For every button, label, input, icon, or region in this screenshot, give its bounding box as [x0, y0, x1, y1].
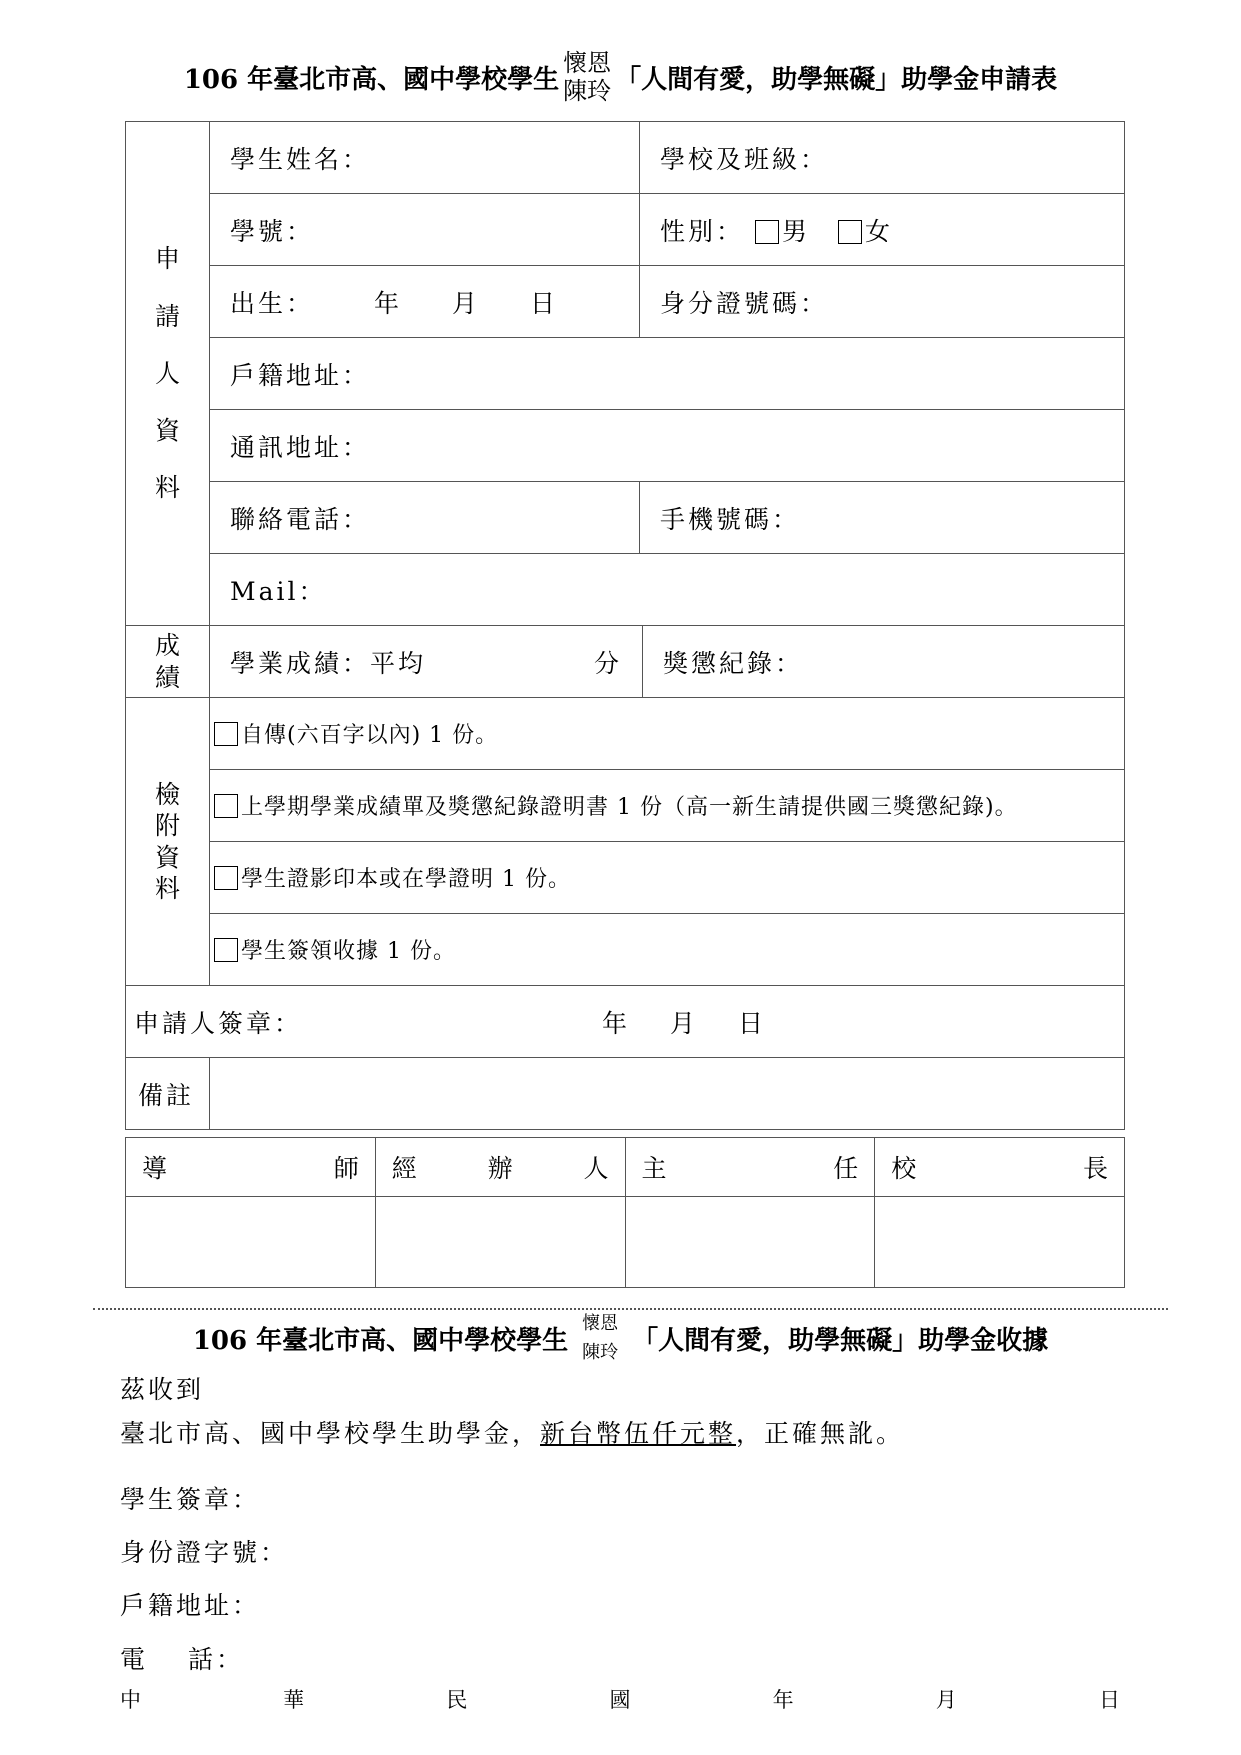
- date-char: 月: [935, 1688, 957, 1712]
- receipt-phone-char1: 電: [120, 1645, 149, 1674]
- approval-header-handler: [375, 1138, 625, 1197]
- registered-address-label: 戶籍地址：: [230, 360, 371, 390]
- student-number-label: 學號：: [230, 216, 315, 246]
- receipt-title-suffix: 「人間有愛，助學無礙」助學金收據: [632, 1326, 1049, 1357]
- date-char: 日: [1098, 1688, 1120, 1712]
- section-char: 請: [154, 301, 180, 331]
- gender-field: [640, 194, 1125, 266]
- section-char: 資: [154, 416, 180, 446]
- receipt-title-prefix: 106 年臺北市高、國中學校學生: [192, 1326, 569, 1357]
- approval-sign-director[interactable]: [625, 1197, 875, 1288]
- section-char: 申: [154, 244, 180, 274]
- receipt-title-stack: [582, 1310, 618, 1368]
- approval-char: 長: [1082, 1154, 1108, 1183]
- approval-table: [125, 1137, 1125, 1288]
- applicant-signature-field[interactable]: [126, 986, 1125, 1058]
- attachment-checkbox[interactable]: [214, 794, 238, 818]
- id-card-field[interactable]: [640, 266, 1125, 338]
- section-char: 料: [154, 473, 180, 503]
- birth-date-field[interactable]: [210, 266, 640, 338]
- receipt-phone[interactable]: [120, 1640, 244, 1676]
- receipt-address[interactable]: 戶籍地址：: [120, 1591, 261, 1620]
- mailing-address-field[interactable]: [210, 410, 1125, 482]
- attachment-checkbox[interactable]: [214, 938, 238, 962]
- phone-label: 聯絡電話：: [230, 504, 371, 534]
- approval-sign-tutor[interactable]: [126, 1197, 376, 1288]
- form-title-prefix: 106 年臺北市高、國中學校學生: [183, 65, 560, 96]
- school-class-label: 學校及班級：: [660, 144, 829, 174]
- approval-header-principal: [875, 1138, 1125, 1197]
- applicant-signature-label: 申請人簽章：: [134, 1008, 303, 1038]
- form-title: [0, 50, 1241, 105]
- approval-char: 辦: [487, 1154, 513, 1183]
- signature-year-label: 年: [602, 1008, 631, 1038]
- phone-field[interactable]: [210, 482, 640, 554]
- date-char: 民: [446, 1688, 468, 1712]
- approval-char: 主: [641, 1154, 667, 1183]
- application-table: [125, 121, 1125, 1130]
- attachment-checkbox[interactable]: [214, 866, 238, 890]
- approval-char: 人: [583, 1154, 609, 1183]
- attachment-item: [210, 698, 1125, 770]
- approval-header-tutor: [126, 1138, 376, 1197]
- student-number-field[interactable]: [210, 194, 640, 266]
- female-checkbox[interactable]: [838, 220, 862, 244]
- attachment-item: [210, 842, 1125, 914]
- approval-sign-principal[interactable]: [875, 1197, 1125, 1288]
- form-title-stack-top: 懷恩: [563, 49, 612, 77]
- male-label: 男: [781, 216, 810, 246]
- attachment-item: [210, 914, 1125, 986]
- form-title-stack: [563, 50, 611, 105]
- approval-header-director: [625, 1138, 875, 1197]
- section-char: 人: [154, 358, 180, 388]
- score-unit-label: 分: [593, 648, 622, 678]
- date-char: 國: [609, 1688, 631, 1712]
- student-name-field[interactable]: [210, 122, 640, 194]
- awards-field[interactable]: [643, 626, 1125, 698]
- attachment-label: 學生證影印本或在學證明 1 份。: [241, 867, 571, 892]
- applicant-section-label: [126, 122, 210, 626]
- school-class-field[interactable]: [640, 122, 1125, 194]
- form-title-stack-bottom: 陳玲: [563, 76, 612, 105]
- form-title-suffix: 「人間有愛，助學無礙」助學金申請表: [615, 65, 1058, 96]
- date-char: 華: [283, 1688, 305, 1712]
- approval-sign-handler[interactable]: [375, 1197, 625, 1288]
- receipt-date-line: [120, 1684, 1120, 1714]
- student-name-label: 學生姓名：: [230, 144, 371, 174]
- date-char: 年: [772, 1688, 794, 1712]
- receipt-statement: [120, 1414, 904, 1450]
- receipt-phone-char2: 話：: [188, 1645, 245, 1674]
- receipt-statement-b: ，正確無訛。: [736, 1419, 905, 1448]
- receipt-amount: 新台幣伍仟元整: [540, 1419, 737, 1448]
- grades-section-label: 成 績: [126, 626, 210, 698]
- female-label: 女: [864, 216, 893, 246]
- receipt-title-stack-top: 懷恩: [582, 1313, 619, 1334]
- mailing-address-label: 通訊地址：: [230, 432, 371, 462]
- receipt-statement-a: 臺北市高、國中學校學生助學金，: [120, 1419, 541, 1448]
- email-label: Mail：: [230, 576, 327, 606]
- male-checkbox[interactable]: [755, 220, 779, 244]
- attachment-item: [210, 770, 1125, 842]
- receipt-title: [0, 1310, 1241, 1368]
- attachments-section-label: 檢 附 資 料: [126, 698, 210, 986]
- approval-char: 任: [833, 1154, 859, 1183]
- receipt-id-number[interactable]: 身份證字號：: [120, 1538, 289, 1567]
- average-score-label: 學業成績：平均: [230, 648, 427, 678]
- receipt-student-signature[interactable]: 學生簽章：: [120, 1485, 261, 1514]
- id-card-label: 身分證號碼：: [660, 288, 829, 318]
- approval-char: 校: [891, 1154, 917, 1183]
- mobile-field[interactable]: [640, 482, 1125, 554]
- awards-label: 獎懲紀錄：: [663, 648, 804, 678]
- remarks-field[interactable]: [210, 1058, 1125, 1130]
- attachment-checkbox[interactable]: [214, 722, 238, 746]
- receipt-title-stack-bottom: 陳玲: [582, 1341, 619, 1363]
- birth-label: 出生：: [230, 288, 315, 318]
- gender-label: 性別：: [660, 216, 745, 246]
- email-field[interactable]: [210, 554, 1125, 626]
- registered-address-field[interactable]: [210, 338, 1125, 410]
- birth-month-label: 月: [452, 288, 481, 318]
- approval-char: 導: [142, 1154, 168, 1183]
- birth-year-label: 年: [374, 288, 403, 318]
- mobile-label: 手機號碼：: [660, 504, 801, 534]
- date-char: 中: [120, 1688, 141, 1712]
- signature-day-label: 日: [738, 1008, 767, 1038]
- remarks-label: 備註: [126, 1058, 210, 1130]
- birth-day-label: 日: [530, 288, 559, 318]
- attachment-label: 自傳(六百字以內) 1 份。: [241, 723, 499, 748]
- approval-char: 師: [333, 1154, 359, 1183]
- signature-month-label: 月: [670, 1008, 699, 1038]
- average-score-field[interactable]: [210, 626, 643, 698]
- attachment-label: 上學期學業成績單及獎懲紀錄證明書 1 份（高一新生請提供國三獎懲紀錄)。: [241, 795, 1018, 820]
- attachment-label: 學生簽領收據 1 份。: [241, 939, 456, 964]
- receipt-received: 茲收到: [120, 1375, 205, 1404]
- approval-char: 經: [391, 1154, 417, 1183]
